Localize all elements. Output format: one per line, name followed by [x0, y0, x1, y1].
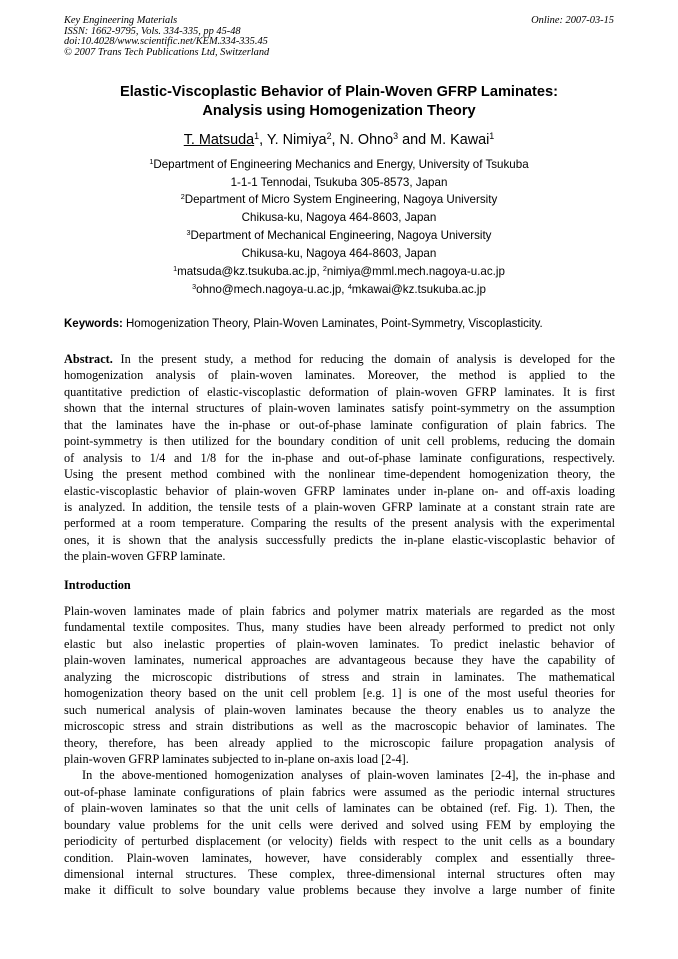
journal-name: Key Engineering Materials — [64, 15, 178, 26]
email-2: nimiya@mml.mech.nagoya-u.ac.jp — [326, 265, 505, 278]
intro-line: make it difficult to solve boundary value problems because they involve a large number of finite — [64, 883, 615, 898]
section-heading-introduction: Introduction — [64, 578, 131, 592]
author-1: T. Matsuda — [183, 132, 255, 148]
intro-line: periodicity of perturbed displacement (or velocity) fields with respect to the unit cells as a boundary — [64, 834, 615, 849]
online-date-text: Online: 2007-03-15 — [531, 15, 614, 26]
intro-line: theory, therefore, has been already applied to the microscopic failure propagation analysis of — [64, 735, 615, 750]
paper-title — [40, 83, 638, 121]
intro-line: of plain-woven laminates so that the unit cells of laminates can be obtained (ref. Fig. 1). Then, the — [64, 801, 615, 816]
author-sep-2: , — [331, 132, 340, 148]
email-line-2 — [40, 282, 638, 300]
author-list — [40, 131, 638, 150]
affiliation-1 — [40, 157, 638, 191]
author-4-affil: 1 — [489, 131, 495, 142]
intro-line: condition. Plain-woven laminates, however, have considerably complex and essentially three- — [64, 850, 615, 865]
email-2-sup: 2 — [322, 264, 327, 274]
affiliation-3-line-1 — [40, 228, 638, 246]
affiliation-3-dept: Department of Mechanical Engineering, Nagoya University — [190, 229, 492, 242]
journal-header — [64, 16, 269, 58]
intro-line: analyzing the microscopic distributions of stress and strain in laminates. The mathematical — [64, 669, 615, 684]
abstract-line: that the laminates have the in-phase or out-of-phase laminate configuration of plain fabrics. The — [64, 417, 615, 432]
email-1-sup: 1 — [173, 264, 178, 274]
email-block — [40, 264, 638, 299]
affiliation-2-address: Chikusa-ku, Nagoya 464-8603, Japan — [241, 210, 437, 224]
affiliation-1-line-1 — [40, 157, 638, 175]
abstract-line: is analyzed. In addition, the tensile tests of a plain-woven GFRP laminate at a constant strain rate are — [64, 499, 615, 514]
intro-line: In the above-mentioned homogenization analyses of plain-woven laminates [2-4], the in-phase and — [82, 768, 615, 783]
abstract-line-text: In the present study, a method for reducing the domain of analysis is developed for the — [112, 352, 615, 366]
abstract-line: homogenization analysis of plain-woven laminates. Moreover, the method is applied to the — [64, 368, 615, 383]
affiliation-2-line-1 — [40, 192, 638, 210]
abstract-line: Using the present method combined with the nonlinear time-dependent homogenization theory, the — [64, 467, 615, 482]
online-date — [531, 16, 614, 27]
affiliation-1-sup: 1 — [149, 157, 154, 167]
intro-line: microscopic stress and strain distributions as well as the macroscopic behavior of laminates. The — [64, 719, 615, 734]
abstract-line: ones, it is shown that the analysis successfully predicts the in-plane elastic-viscoplastic behavior of — [64, 532, 615, 547]
author-sep-1: , — [259, 132, 267, 148]
author-3-affil: 3 — [393, 131, 399, 142]
email-1: matsuda@kz.tsukuba.ac.jp, — [177, 265, 323, 278]
abstract-label: Abstract. — [64, 352, 113, 366]
author-4: M. Kawai — [430, 132, 490, 148]
intro-line: fundamental textile composites. Thus, many studies have been already performed to predict not only — [64, 620, 615, 635]
intro-line: plain-woven laminates, numerical approaches are advantageous because they have the capability of — [64, 653, 615, 668]
author-2: Y. Nimiya — [266, 132, 327, 148]
keywords-label: Keywords: — [64, 318, 123, 330]
intro-line: dimensional internal structures. These complex, three-dimensional internal structures often may — [64, 867, 615, 881]
email-3: ohno@mech.nagoya-u.ac.jp, — [196, 282, 348, 296]
abstract-line: of analysis to 1/4 and 1/8 for the in-phase and out-of-phase laminate configurations, respectively. — [64, 450, 615, 465]
email-4: mkawai@kz.tsukuba.ac.jp — [351, 282, 486, 296]
affiliation-2 — [40, 192, 638, 226]
copyright-line: © 2007 Trans Tech Publications Ltd, Switzerland — [64, 46, 270, 58]
abstract-line — [64, 351, 615, 367]
intro-line: boundary value problems for the unit cells were derived and solved using FEM by employing the — [64, 817, 615, 832]
abstract-line: the plain-woven GFRP laminate. — [64, 549, 226, 564]
affiliation-3-sup: 3 — [186, 228, 191, 238]
intro-line: out-of-phase laminate configurations of plain fabrics were assumed as the periodic internal structures — [64, 784, 615, 799]
abstract-line: elastic-viscoplastic behavior of plain-woven GFRP laminates under in-plane on- and off-axis loading — [64, 483, 615, 498]
intro-line: plain-woven GFRP laminates subjected to in-plane on-axis load [2-4]. — [64, 751, 409, 766]
affiliation-1-dept: Department of Engineering Mechanics and Energy, University of Tsukuba — [153, 158, 529, 171]
abstract-line: point-symmetry is then utilized for the boundary condition of unit cell problems, reducing the domain — [64, 434, 615, 449]
abstract-line: shown that the internal structures of plain-woven laminates satisfy point-symmetry on the assumption — [64, 401, 615, 416]
title-line-2: Analysis using Homogenization Theory — [202, 103, 476, 119]
intro-line: Plain-woven laminates made of plain fabrics and polymer matrix materials are regarded as the most — [64, 604, 615, 618]
affiliation-1-address: 1-1-1 Tennodai, Tsukuba 305-8573, Japan — [230, 175, 448, 189]
abstract — [64, 351, 615, 565]
email-3-sup: 3 — [192, 281, 197, 291]
affiliation-3-address: Chikusa-ku, Nagoya 464-8603, Japan — [241, 246, 437, 260]
intro-line: homogenization theory based on the unit cell problem [e.g. 1] is one of the most useful theories for — [64, 686, 615, 701]
affiliation-2-sup: 2 — [180, 192, 185, 202]
affiliation-2-dept: Department of Micro System Engineering, Nagoya University — [184, 193, 498, 206]
email-line-1 — [40, 264, 638, 282]
issn-line: ISSN: 1662-9795, Vols. 334-335, pp 45-48 — [64, 25, 241, 37]
author-sep-3: and — [398, 132, 431, 148]
abstract-line: performed at a room temperature. Comparing the results of the present analysis with the experimental — [64, 516, 615, 531]
keywords — [64, 317, 624, 332]
intro-line: elastic but also inelastic properties of plain-woven laminates. To predict inelastic behavior of — [64, 636, 615, 651]
author-2-affil: 2 — [326, 131, 332, 142]
introduction-body — [64, 603, 615, 899]
affiliation-3 — [40, 228, 638, 262]
doi-line: doi:10.4028/www.scientific.net/KEM.334-335.45 — [64, 36, 268, 47]
intro-line: such numerical analysis of plain-woven laminates because the theory enables us to analyze the — [64, 702, 615, 717]
keywords-text: Homogenization Theory, Plain-Woven Laminates, Point-Symmetry, Viscoplasticity. — [122, 318, 543, 330]
title-line-1: Elastic-Viscoplastic Behavior of Plain-Woven GFRP Laminates: — [120, 84, 558, 100]
email-4-sup: 4 — [347, 281, 352, 291]
abstract-line: quantitative prediction of elastic-viscoplastic deformation of plain-woven GFRP laminates. It is first — [64, 384, 615, 399]
author-3: N. Ohno — [339, 132, 394, 148]
author-1-affil: 1 — [254, 131, 260, 142]
